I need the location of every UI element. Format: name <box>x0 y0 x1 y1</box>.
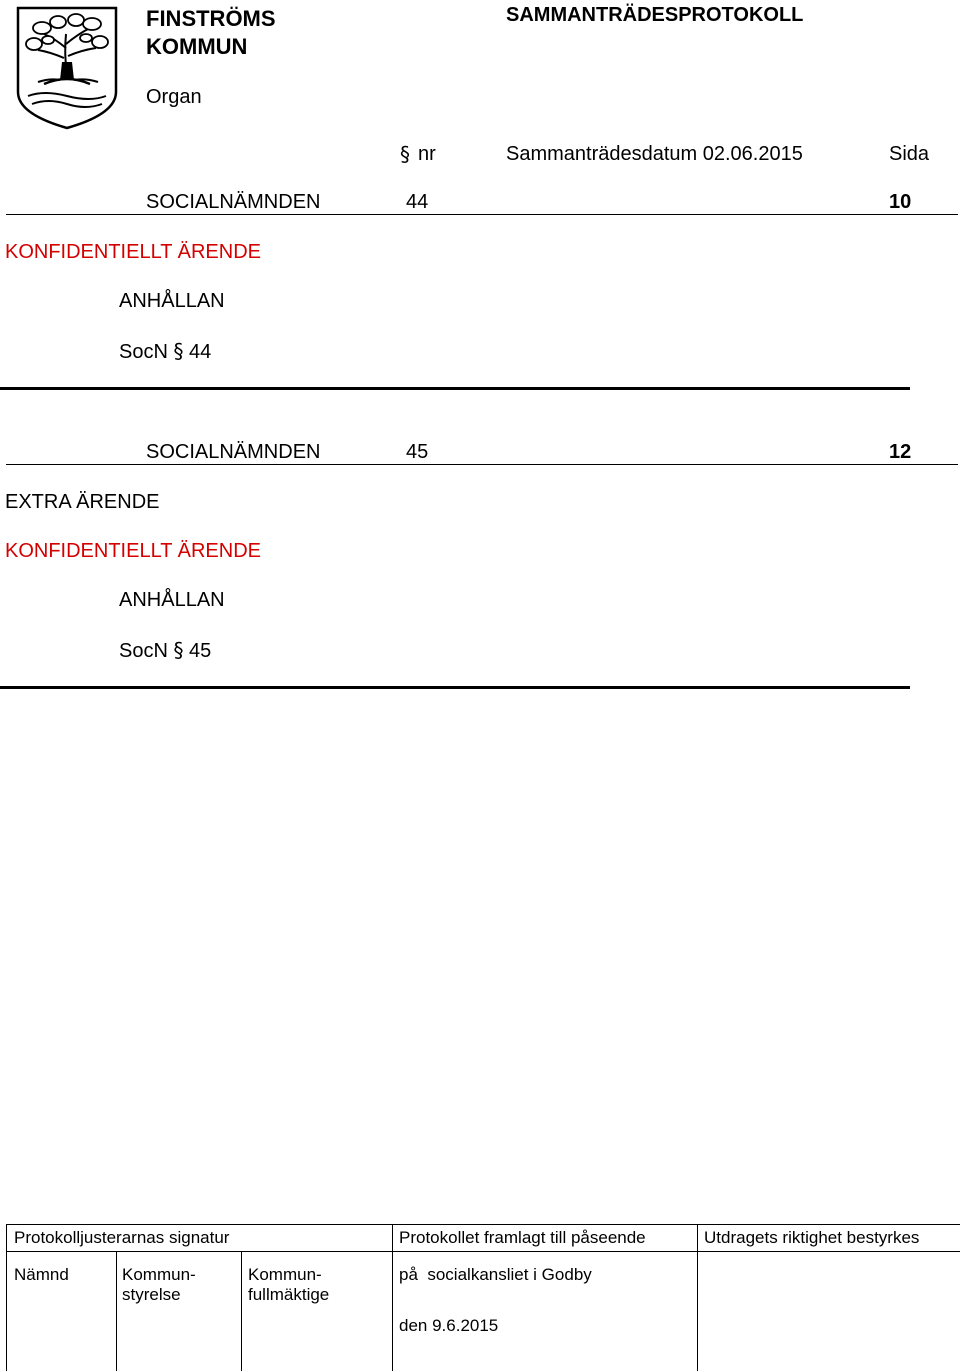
coat-of-arms-logo <box>14 4 120 132</box>
footer-divider <box>241 1251 242 1371</box>
item-number: 44 <box>406 191 429 213</box>
organ-label: Organ <box>146 86 202 108</box>
ref-number: 45 <box>189 640 212 662</box>
protocol-title: SAMMANTRÄDESPROTOKOLL <box>506 4 804 26</box>
footer-divider <box>697 1224 698 1371</box>
signature-label: Protokolljusterarnas signatur <box>14 1228 230 1247</box>
item-reference <box>119 638 211 663</box>
signature-styrelse-label-1: Kommun- <box>122 1265 196 1284</box>
item-page: 10 <box>889 191 912 213</box>
section-symbol-icon: § <box>400 142 410 166</box>
confidential-label: KONFIDENTIELLT ÄRENDE <box>5 241 261 263</box>
meeting-date-label: Sammanträdesdatum 02.06.2015 <box>506 143 803 165</box>
item-organ: SOCIALNÄMNDEN <box>146 191 321 213</box>
item-number: 45 <box>406 441 429 463</box>
item-header-rule <box>6 214 958 215</box>
confidential-label: KONFIDENTIELLT ÄRENDE <box>5 540 261 562</box>
footer-mid-rule <box>6 1251 960 1252</box>
item-title: ANHÅLLAN <box>119 589 225 611</box>
footer-divider <box>392 1224 393 1371</box>
item-end-rule <box>0 686 910 689</box>
item-header-rule <box>6 464 958 465</box>
section-symbol-icon: § <box>173 339 184 363</box>
displayed-location: på socialkansliet i Godby <box>399 1265 592 1284</box>
item-page: 12 <box>889 441 912 463</box>
displayed-label: Protokollet framlagt till påseende <box>399 1228 646 1247</box>
signature-namnd-label: Nämnd <box>14 1265 69 1284</box>
footer-divider <box>6 1224 7 1371</box>
certified-label: Utdragets riktighet bestyrkes <box>704 1228 920 1247</box>
item-end-rule <box>0 387 910 390</box>
nr-label: nr <box>418 143 436 165</box>
footer-top-rule <box>6 1224 960 1225</box>
ref-number: 44 <box>189 341 212 363</box>
footer-divider <box>116 1251 117 1371</box>
extra-item-label: EXTRA ÄRENDE <box>5 491 160 513</box>
signature-fullmaktige-label-1: Kommun- <box>248 1265 322 1284</box>
page-label: Sida <box>889 143 930 165</box>
municipality-name-line2: KOMMUN <box>146 34 248 59</box>
signature-styrelse-label-2: styrelse <box>122 1285 181 1304</box>
item-organ: SOCIALNÄMNDEN <box>146 441 321 463</box>
displayed-date: den 9.6.2015 <box>399 1316 499 1335</box>
signature-fullmaktige-label-2: fullmäktige <box>248 1285 330 1304</box>
section-symbol-icon: § <box>173 638 184 662</box>
ref-prefix: SocN <box>119 341 168 363</box>
municipality-name-line1: FINSTRÖMS <box>146 6 276 31</box>
item-title: ANHÅLLAN <box>119 290 225 312</box>
ref-prefix: SocN <box>119 640 168 662</box>
item-reference <box>119 339 211 364</box>
